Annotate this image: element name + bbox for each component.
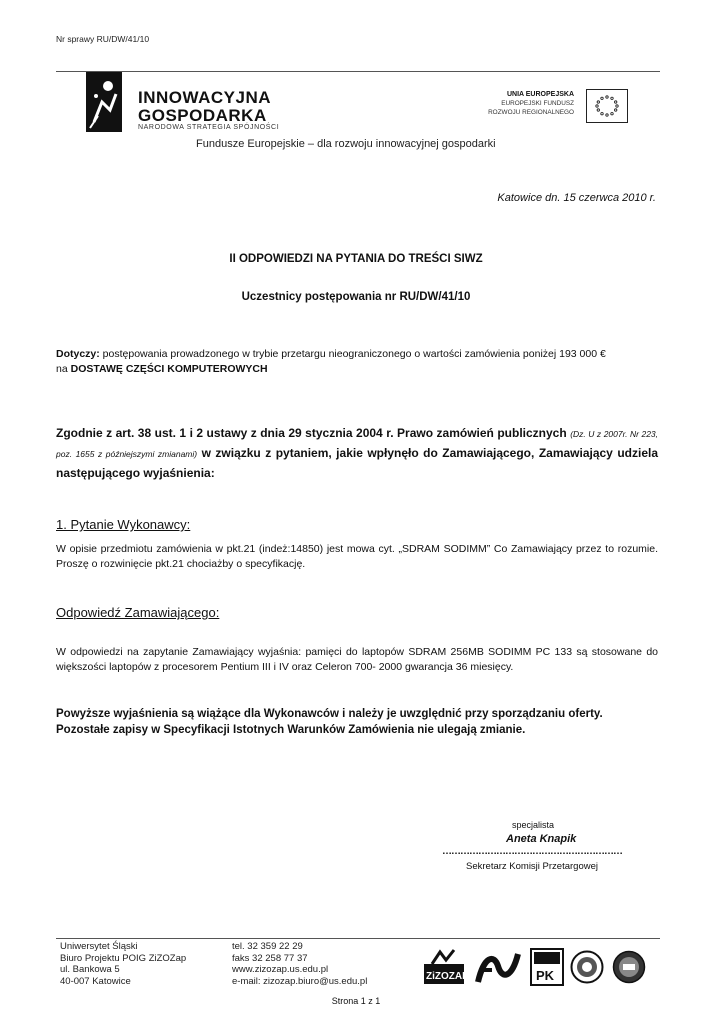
legal-basis-citation: (Dz. U z 2007r. Nr 223, poz. 1655 z późniejszymi zmianami): [56, 429, 659, 459]
answer-text: W odpowiedzi na zapytanie Zamawiający wyjaśnia: pamięci do laptopów SDRAM 256MB SODIMM PC 133 są stosowane do większości laptopów z procesorem Pentium III i IV oraz Celeron 700- 2000 gwarancja 36 miesięcy.: [56, 646, 658, 673]
eu-flag-icon: [586, 89, 628, 123]
university-seal-1-icon: [570, 950, 604, 984]
footer-address-line: Biuro Projektu POIG ZiZOZap: [60, 952, 187, 964]
answer-heading: Odpowiedź Zamawiającego:: [56, 605, 220, 620]
regarding-paragraph: [56, 347, 658, 377]
politechnika-pk-logo-icon: [530, 948, 564, 986]
legal-basis-paragraph: [56, 424, 658, 483]
footer-rule: [56, 938, 660, 939]
footer-address: [60, 941, 186, 987]
document-title: II ODPOWIEDZI NA PYTANIA DO TREŚCI SIWZ: [229, 253, 483, 265]
innovative-economy-logo-icon: [86, 72, 122, 132]
zizozap-logo-text: ZiZOZAP: [426, 971, 469, 982]
regarding-label: Dotyczy:: [56, 348, 100, 360]
signature-role: specjalista: [512, 820, 555, 830]
footer-fax: faks 32 258 77 37: [232, 952, 308, 964]
footer-address-line: Uniwersytet Śląski: [60, 941, 138, 952]
eu-label-line-2: EUROPEJSKI FUNDUSZ: [501, 100, 574, 107]
zizozap-logo-icon: [424, 950, 469, 986]
banner-tagline: Fundusze Europejskie – dla rozwoju innowacyjnej gospodarki: [196, 138, 496, 150]
eu-label-line-1: UNIA EUROPEJSKA: [506, 91, 574, 98]
logo-line-3: NARODOWA STRATEGIA SPÓJNOŚCI: [138, 124, 280, 131]
footer-contact: [232, 941, 367, 987]
logo-line-2: GOSPODARKA: [138, 106, 267, 125]
question-heading: 1. Pytanie Wykonawcy:: [56, 517, 191, 532]
footer-address-line: 40-007 Katowice: [60, 975, 131, 987]
regarding-subject: DOSTAWĘ CZĘŚCI KOMPUTEROWYCH: [70, 363, 268, 375]
footer-phone: tel. 32 359 22 29: [232, 941, 303, 952]
logo-line-1: INNOWACYJNA: [138, 88, 272, 107]
document-subtitle: Uczestnicy postępowania nr RU/DW/41/10: [241, 291, 471, 303]
pk-logo-text: PK: [536, 968, 555, 983]
page-number: Strona 1 z 1: [331, 996, 381, 1006]
question-text: W opisie przedmiotu zamówienia w pkt.21 (indeż:14850) jest mowa cyt. „SDRAM SODIMM” Co Zamawiający przez to rozumie. Proszę o rozwinięcie pkt.21 chociażby o specyfikację.: [56, 543, 658, 570]
signature-title: Sekretarz Komisji Przetargowej: [466, 861, 598, 872]
closing-line-1: Powyższe wyjaśnienia są wiążące dla Wykonawców i należy je uwzględnić przy sporządzaniu oferty.: [56, 708, 603, 720]
signature-name: Aneta Knapik: [506, 833, 577, 845]
signature-line: ……………………………………………………: [442, 846, 622, 857]
legal-basis-text-1: Zgodnie z art. 38 ust. 1 i 2 ustawy z dnia 29 stycznia 2004 r. Prawo zamówień publicznych: [56, 426, 571, 440]
regarding-text: postępowania prowadzonego w trybie przetargu nieograniczonego o wartości zamówienia poniżej 193 000 €: [99, 348, 606, 360]
closing-paragraph: [56, 706, 658, 738]
header-banner: [56, 46, 660, 168]
legal-basis-text-2: w związku z pytaniem, jakie wpłynęło do Zamawiającego, Zamawiający udziela następującego wyjaśnienia:: [56, 446, 659, 480]
footer-address-line: ul. Bankowa 5: [60, 964, 120, 975]
footer-email: e-mail: zizozap.biuro@us.edu.pl: [232, 975, 368, 987]
eu-label: [482, 90, 574, 117]
eu-label-line-3: ROZWOJU REGIONALNEGO: [488, 109, 574, 116]
university-seal-2-icon: [612, 950, 646, 984]
document-date: Katowice dn. 15 czerwca 2010 r.: [497, 192, 656, 204]
university-silesia-logo-icon: [474, 950, 522, 986]
footer-website: www.zizozap.us.edu.pl: [232, 964, 329, 975]
closing-line-2: Pozostałe zapisy w Specyfikacji Istotnych Warunków Zamówienia nie ulegają zmianie.: [56, 724, 526, 736]
regarding-prefix: na: [56, 363, 71, 375]
case-number: Nr sprawy RU/DW/41/10: [56, 34, 150, 44]
